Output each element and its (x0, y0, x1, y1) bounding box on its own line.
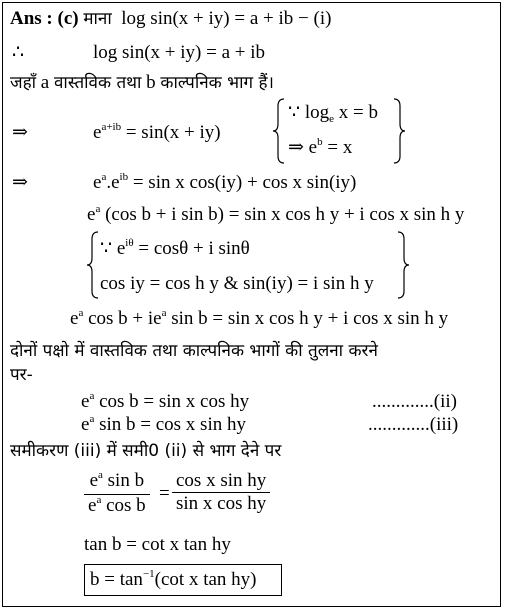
exp1: a (101, 171, 107, 183)
eq-4-rhs: = sin(x + iy) (125, 122, 221, 143)
right-brace-1 (392, 98, 406, 164)
tan-eq: tan b = cot x tan hy (84, 534, 231, 555)
eq-ii-body: cos b = sin x cos hy (99, 391, 250, 412)
e: e (81, 391, 90, 412)
eq-iii-body: sin b = cos x sin hy (99, 414, 246, 435)
implies-icon: ⇒ (12, 172, 28, 193)
exp-b: b (317, 136, 323, 148)
brace-1-line-1 (288, 102, 378, 126)
brace-1-line-2 (288, 137, 352, 161)
e1: e (70, 308, 79, 329)
comparison-text: दोनों पक्षो में वास्तविक तथा काल्पनिक भागों की तुलना करने (10, 341, 378, 361)
exp: a (89, 413, 95, 425)
log-base: e (329, 113, 335, 125)
exp: a (96, 494, 102, 506)
implies-icon: ⇒ (12, 122, 28, 143)
eq-6-rhs: (cos b + i sin b) = sin x cos h y + i cos x sin h y (105, 204, 465, 225)
sin-b: sin b (107, 470, 145, 491)
exp1: a (78, 307, 84, 319)
line-3 (10, 72, 274, 94)
hindi-real: वास्तविक तथा (53, 73, 142, 93)
because-log: ∵ log (288, 102, 330, 123)
hyperbolic-identity: cos iy = cos h y & sin(iy) = i sin h y (100, 273, 374, 294)
brace-2-line-1 (100, 238, 250, 262)
final-answer (90, 569, 256, 593)
e1: e (93, 172, 102, 193)
fraction-rhs (172, 470, 270, 515)
arrow-1 (12, 122, 28, 144)
answer-label: Ans : (c) (10, 8, 79, 29)
eq-9-rhs: sin b = sin x cos h y + i cos x sin h y (171, 308, 449, 329)
eq-2: log sin(x + iy) = a + ib (93, 42, 265, 63)
line-4-eq (93, 122, 221, 146)
hindi-where: जहाँ (10, 73, 37, 93)
cos-b-ie: cos b + ie (88, 308, 162, 329)
exp2: ib (119, 171, 129, 183)
fraction-rhs-numerator: cos x sin hy (176, 470, 267, 491)
var-b: b (146, 72, 156, 93)
line-2-eq (93, 42, 265, 64)
euler-rhs: = cosθ + i sinθ (138, 238, 250, 259)
inverse-exp: −1 (142, 568, 155, 580)
eq-5-rhs: = sin x cos(iy) + cos x sin(iy) (132, 172, 357, 193)
left-brace-1 (272, 98, 286, 164)
right-brace-2 (396, 231, 410, 299)
left-brace-2 (86, 231, 100, 299)
fraction-lhs-denominator (84, 495, 150, 519)
fraction-lhs (84, 470, 150, 519)
dot-e: .e (106, 172, 120, 193)
eq-iii (81, 414, 246, 438)
cot-tan-hy: (cot x tan hy) (154, 569, 257, 590)
fraction-lhs-numerator (84, 470, 150, 494)
log-result: x = b (338, 102, 378, 123)
exp: a (95, 203, 101, 215)
line-5-eq (93, 172, 356, 196)
comparison-text-2: पर- (10, 365, 33, 385)
therefore-symbol: ∴ (12, 42, 25, 63)
var-a: a (40, 72, 50, 93)
eq-1: log sin(x + iy) = a + ib (121, 8, 294, 29)
division-text: समीकरण (iii) में समी0 (ii) से भाग देने पर (10, 441, 282, 461)
e: e (89, 470, 98, 491)
e: e (87, 204, 96, 225)
eq-ii (81, 391, 249, 415)
b-equals-tan: b = tan (90, 569, 143, 590)
exp: a (98, 469, 103, 481)
implies-e: ⇒ e (288, 137, 318, 158)
brace-2-line-2 (100, 273, 374, 295)
exp: a+ib (101, 121, 122, 133)
line-2 (12, 42, 24, 64)
exp: a (89, 390, 95, 402)
e: e (81, 414, 90, 435)
exp-itheta: iθ (125, 237, 134, 249)
because-e: ∵ e (100, 238, 126, 259)
eq-1-tag: − (i) (298, 8, 332, 29)
e: e (88, 495, 97, 516)
line-6-eq (87, 204, 464, 228)
eq-ii-tag: .............(ii) (372, 391, 457, 412)
eq-iii-tag: .............(iii) (368, 414, 459, 435)
fraction-rhs-denominator: sin x cos hy (176, 493, 267, 514)
hindi-imag: काल्पनिक भाग हैं। (160, 73, 274, 93)
cos-b: cos b (106, 495, 146, 516)
e-base: e (93, 122, 102, 143)
fraction-equals: = (159, 483, 170, 504)
line-9-eq (70, 308, 448, 332)
eq-x: = x (327, 137, 353, 158)
hindi-assume: माना (83, 9, 112, 29)
line-1 (10, 8, 331, 30)
arrow-2 (12, 172, 28, 194)
exp2: a (161, 307, 167, 319)
